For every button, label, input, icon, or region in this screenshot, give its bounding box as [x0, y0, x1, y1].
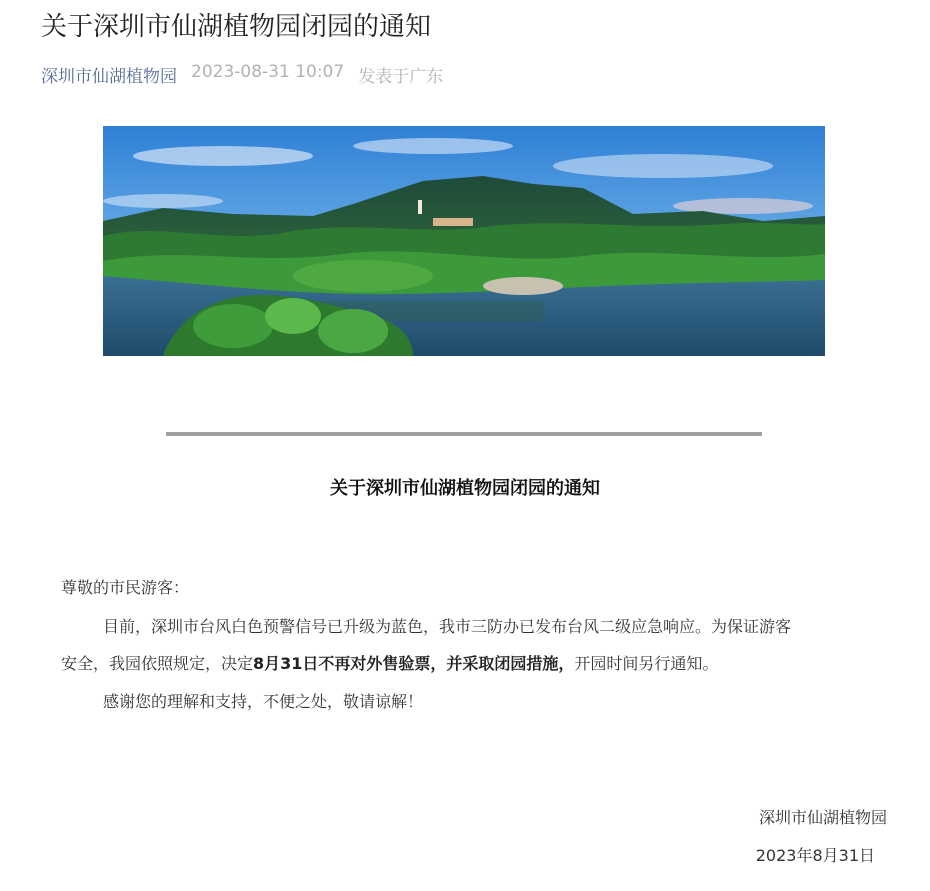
signature-date: 2023年8月31日 [755, 846, 875, 865]
article-meta [41, 62, 443, 87]
paragraph-1-text-b: 开园时间另行通知。 [574, 654, 719, 673]
landscape-photo-icon [103, 126, 825, 356]
banner-image [103, 126, 825, 356]
paragraph-1-line-1: 目前，深圳市台风白色预警信号已升级为蓝色，我市三防办已发布台风二级应急响应。为保证游客 [103, 617, 792, 636]
paragraph-1-bold-text: 8月31日不再对外售验票，并采取闭园措施， [253, 654, 575, 673]
notice-title: 关于深圳市仙湖植物园闭园的通知 [330, 478, 600, 499]
account-name-link[interactable]: 深圳市仙湖植物园 [41, 67, 177, 87]
paragraph-2: 感谢您的理解和支持，不便之处，敬请谅解！ [103, 692, 424, 711]
paragraph-1-line-2 [61, 651, 718, 674]
article-title: 关于深圳市仙湖植物园闭园的通知 [41, 12, 432, 42]
section-divider [166, 432, 762, 436]
greeting-text: 尊敬的市民游客： [61, 578, 190, 597]
signature-organization: 深圳市仙湖植物园 [758, 808, 887, 827]
paragraph-1-text-a: 安全，我园依照规定，决定 [61, 654, 254, 673]
publish-time: 2023-08-31 10:07 [191, 62, 345, 82]
publish-location: 发表于广东 [358, 67, 444, 87]
